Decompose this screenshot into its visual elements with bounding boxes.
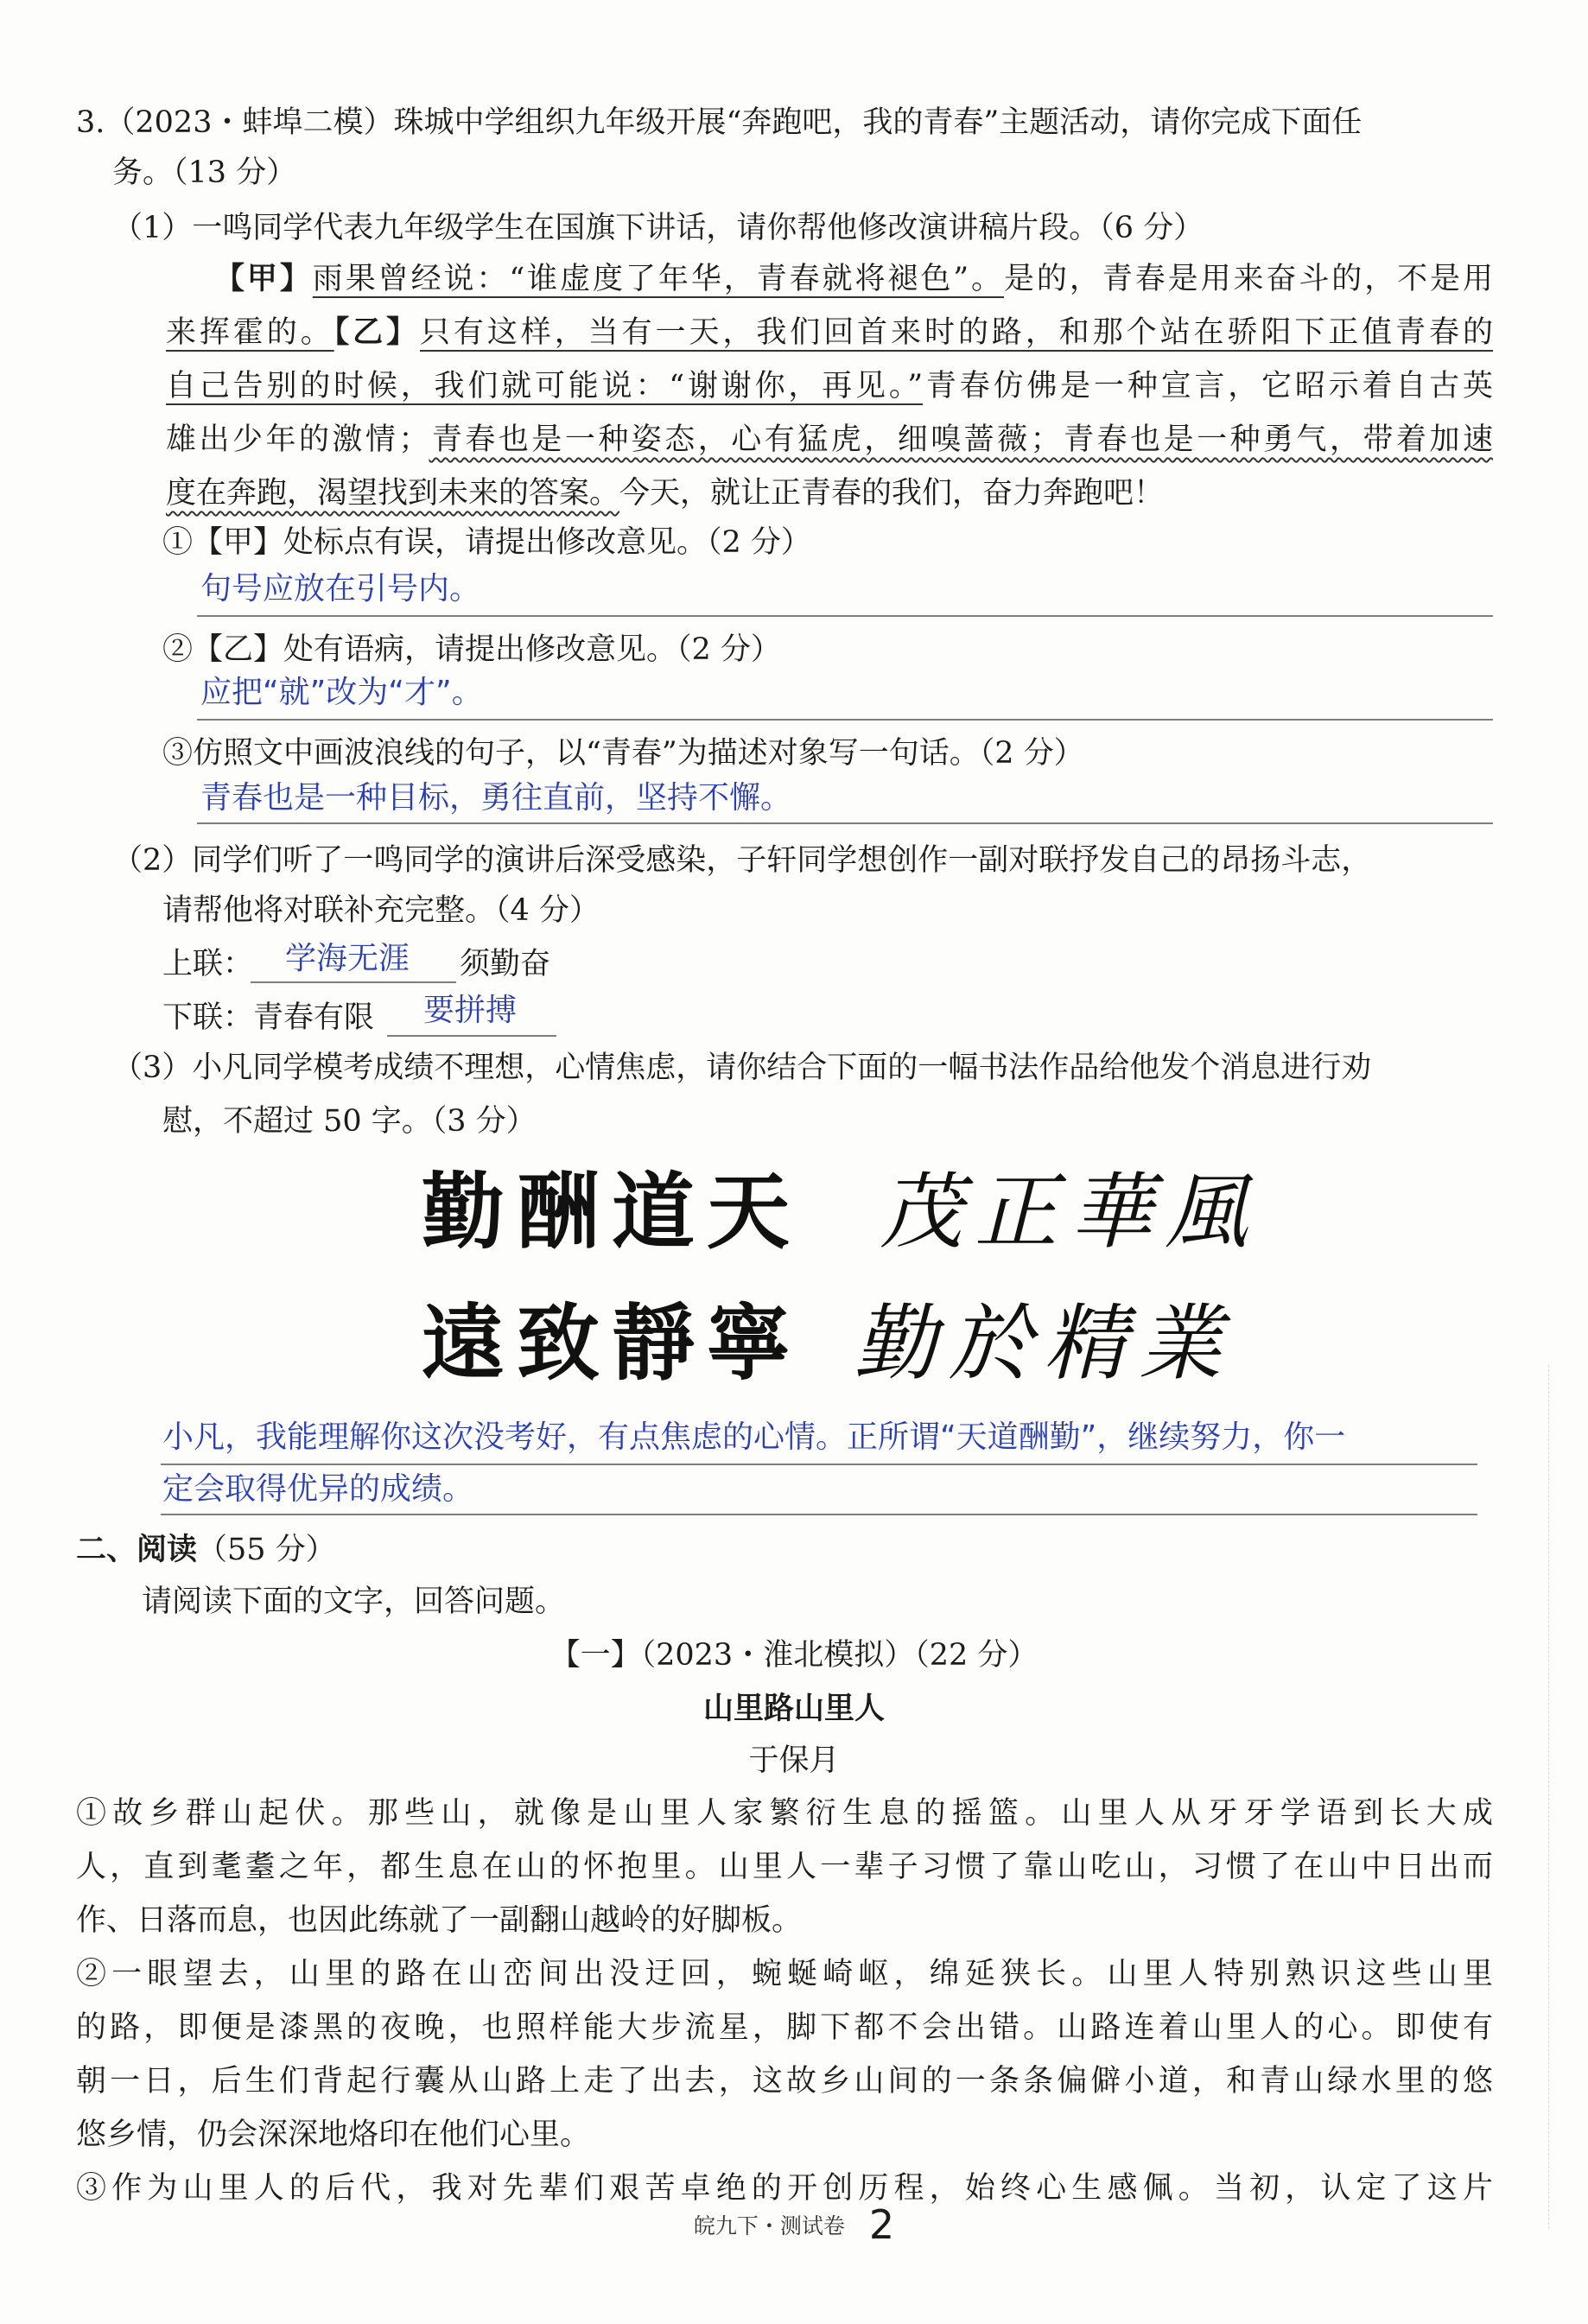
q3-part3-title-line1: （3）小凡同学模考成绩不理想，心情焦虑，请你结合下面的一幅书法作品给他发个消息进行劝 — [112, 1051, 1372, 1085]
para2-line3: 朝一日，后生们背起行囊从山路上走了出去，这故乡山间的一条条偏僻小道，和青山绿水里的悠 — [76, 2064, 1493, 2099]
underlined-sentence-jia: 雨果曾经说：“谁虚度了年华，青春就将褪色”。 — [312, 262, 1004, 296]
page-number: 2 — [868, 2201, 895, 2248]
calligraphy-yejing-yuqin: 勤於精業 — [854, 1295, 1234, 1392]
reading-part-title: 【一】（2023・淮北模拟）（22 分） — [549, 1638, 1039, 1673]
q3-part2-title-line1: （2）同学们听了一鸣同学的演讲后深受感染，子轩同学想创作一副对联抒发自己的昂扬斗志， — [112, 843, 1372, 878]
calligraphy-tiandao-choujin: 勤酬道天 — [422, 1163, 802, 1260]
couplet-upper-label: 上联： — [162, 947, 254, 981]
answer-line — [197, 719, 1493, 721]
para1-line1: ①故乡群山起伏。那些山，就像是山里人家繁衍生息的摇篮。山里人从牙牙学语到长大成 — [76, 1796, 1493, 1831]
q3-stem-line1: 3.（2023・蚌埠二模）珠城中学组织九年级开展“奔跑吧，我的青春”主题活动，请你完成下面任 — [76, 105, 1363, 140]
calligraphy-ningjing-zhiyuan: 遠致靜寧 — [422, 1294, 802, 1392]
passage-line3: 自己告别的时候，我们就可能说：“谢谢你，再见。”青春仿佛是一种宣言，它昭示着自古英 — [166, 369, 1493, 403]
calligraphy-fenghua-zhengmao: 茂正華風 — [880, 1164, 1260, 1260]
sub1-answer[interactable]: 句号应放在引号内。 — [200, 571, 481, 606]
couplet-lower-answer[interactable]: 要拼搏 — [423, 993, 518, 1028]
footer-label: 皖九下・测试卷 — [693, 2213, 845, 2238]
answer-line — [161, 1464, 1477, 1465]
underlined-sentence-yi: 只有这样，当有一天，我们回首来时的路，和那个站在骄阳下正值青春的 — [420, 315, 1493, 350]
q3-part1-title: （1）一鸣同学代表九年级学生在国旗下讲话，请你帮他修改演讲稿片段。（6 分） — [112, 211, 1204, 245]
q3-part3-title-line2: 慰，不超过 50 字。（3 分） — [162, 1104, 537, 1139]
para3-line1: ③作为山里人的后代，我对先辈们艰苦卓绝的开创历程，始终心生感佩。当初，认定了这片 — [76, 2171, 1493, 2206]
sub3-question: ③仿照文中画波浪线的句子，以“青春”为描述对象写一句话。（2 分） — [162, 736, 1084, 771]
sub2-answer[interactable]: 应把“就”改为“才”。 — [200, 675, 483, 710]
consolation-answer-line1[interactable]: 小凡，我能理解你这次没考好，有点焦虑的心情。正所谓“天道酬勤”，继续努力，你一 — [162, 1419, 1346, 1455]
couplet-lower-label: 下联：青春有限 — [162, 1000, 375, 1035]
section2-heading: 二、阅读（55 分） — [76, 1532, 336, 1567]
reading-instruction: 请阅读下面的文字，回答问题。 — [142, 1584, 566, 1619]
passage-line5: 度在奔跑，渴望找到未来的答案。今天，就让正青春的我们，奋力奔跑吧！ — [166, 476, 1165, 511]
q3-part2-title-line2: 请帮他将对联补充完整。（4 分） — [162, 893, 600, 928]
couplet-upper-suffix: 须勤奋 — [460, 947, 551, 981]
sub3-answer[interactable]: 青春也是一种目标，勇往直前，坚持不懈。 — [200, 780, 792, 816]
marker-yi: 【乙】 — [333, 314, 420, 350]
passage-line4: 雄出少年的激情；青春也是一种姿态，心有猛虎，细嗅蔷薇；青春也是一种勇气，带着加速 — [166, 422, 1493, 457]
para1-line2: 人，直到耄耋之年，都生息在山的怀抱里。山里人一辈子习惯了靠山吃山，习惯了在山中日出而 — [76, 1850, 1493, 1884]
binding-guide — [1548, 1365, 1549, 2229]
answer-line — [197, 615, 1493, 617]
wavy-sentence: 青春也是一种姿态，心有猛虎，细嗅蔷薇；青春也是一种勇气，带着加速 — [429, 422, 1493, 457]
article-title: 山里路山里人 — [702, 1692, 885, 1726]
passage-line2: 来挥霍的。【乙】只有这样，当有一天，我们回首来时的路，和那个站在骄阳下正值青春的 — [166, 314, 1493, 350]
answer-line — [161, 1514, 1477, 1515]
para2-line1: ②一眼望去，山里的路在山峦间出没迂回，蜿蜒崎岖，绵延狭长。山里人特别熟识这些山里 — [76, 1957, 1493, 1991]
couplet-upper-blank — [251, 981, 456, 983]
para2-line2: 的路，即便是漆黑的夜晚，也照样能大步流星，脚下都不会出错。山路连着山里人的心。即使有 — [76, 2010, 1493, 2045]
sub2-question: ②【乙】处有语病，请提出修改意见。（2 分） — [162, 632, 781, 667]
marker-jia: 【甲】 — [214, 261, 313, 296]
couplet-upper-answer[interactable]: 学海无涯 — [285, 941, 410, 976]
para2-line4: 悠乡情，仍会深深地烙印在他们心里。 — [76, 2118, 591, 2152]
consolation-answer-line2[interactable]: 定会取得优异的成绩。 — [162, 1471, 474, 1507]
article-author: 于保月 — [748, 1743, 840, 1778]
page-footer — [0, 2201, 1588, 2248]
sub1-question: ①【甲】处标点有误，请提出修改意见。（2 分） — [162, 525, 811, 560]
couplet-lower-blank — [387, 1035, 556, 1037]
q3-stem-line2: 务。（13 分） — [112, 156, 297, 190]
passage-line1: 【甲】雨果曾经说：“谁虚度了年华，青春就将褪色”。是的，青春是用来奋斗的，不是用 — [214, 261, 1493, 296]
para1-line3: 作、日落而息，也因此练就了一副翻山越岭的好脚板。 — [76, 1903, 803, 1938]
answer-line — [197, 822, 1493, 824]
